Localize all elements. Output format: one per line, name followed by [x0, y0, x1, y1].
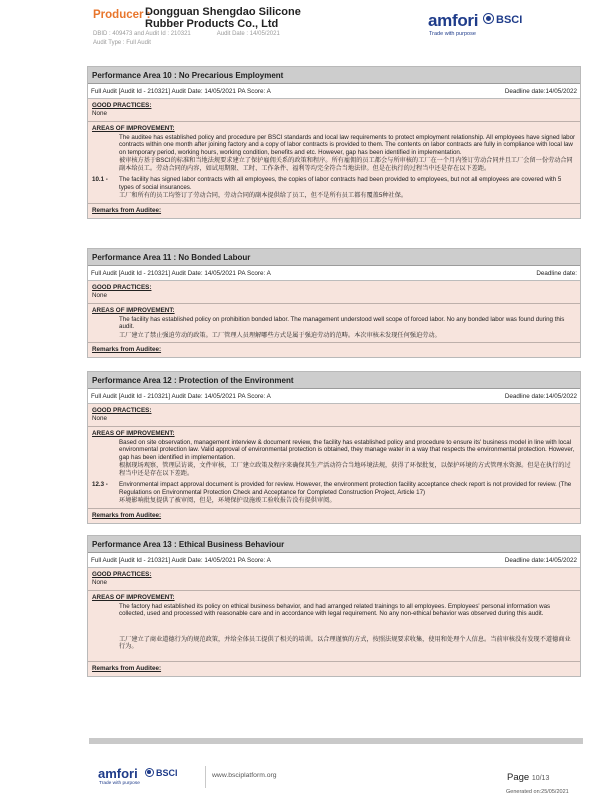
audit-line	[88, 266, 580, 281]
audit-info: Full Audit [Audit Id - 210321] Audit Date: 14/05/2021 PA Score: A	[91, 557, 271, 564]
good-practices-section	[88, 281, 580, 304]
audit-info: Full Audit [Audit Id - 210321] Audit Date: 14/05/2021 PA Score: A	[91, 270, 271, 277]
performance-area-12	[87, 371, 581, 524]
generated-date: Generated on:25/05/2021	[506, 789, 569, 795]
audit-date: Audit Date : 14/05/2021	[216, 31, 280, 37]
improvement-text-zh: 工厂建立了商业道德行为的规范政策，并给全体员工提供了相关的培训。以合理谨慎的方式，按照法规要求收集，使用和处理个人信息。当前审核没有发现不道德商业行为。	[119, 635, 571, 651]
page-label: Page	[507, 772, 530, 783]
logo-circle-icon	[483, 13, 494, 24]
improvement-section	[88, 122, 580, 204]
deadline-date: Deadline date:	[536, 270, 577, 277]
improvement-text-zh: 根据现场观察，管理层访谈，文件审核，工厂建立政策及程序来确保其生产活动符合当地环境法规，获得了环保批复，以保护环境的方式管理水资源。但是在执行的过程当中还是存在以下差距。	[119, 462, 571, 477]
remarks-from-auditee: Remarks from Auditee:	[88, 509, 580, 523]
performance-area-13	[87, 535, 581, 677]
producer-name-line2: Rubber Products Co., Ltd	[145, 18, 279, 30]
good-practices-section	[88, 568, 580, 591]
finding-number: 10.1 -	[92, 176, 108, 184]
footer-logo-circle-icon	[145, 768, 154, 777]
good-practices-heading: GOOD PRACTICES:	[92, 102, 152, 109]
finding-text-zh: 工厂和所有的员工均签订了劳动合同，劳动合同的副本提供给了员工，但不是所有员工都有覆盖5种社保。	[119, 192, 408, 200]
finding-number: 12.3 -	[92, 481, 108, 489]
remarks-from-auditee: Remarks from Auditee:	[88, 662, 580, 676]
audit-meta	[93, 31, 280, 39]
producer-name-line1: Dongguan Shengdao Silicone	[145, 6, 301, 18]
good-practices-text: None	[92, 578, 108, 586]
good-practices-section	[88, 404, 580, 427]
page-indicator	[507, 772, 549, 784]
performance-area-10	[87, 66, 581, 219]
good-practices-text: None	[92, 414, 108, 422]
footer-logo-brand: BSCI	[156, 768, 178, 778]
producer-label: Producer :	[93, 9, 151, 21]
footer-divider-bar	[89, 738, 583, 744]
improvement-text-en: The facility has established policy on prohibition bonded labor. The management understood well scope of forced labor. No any bonded labor was found during this audit.	[119, 315, 565, 331]
area-title: Performance Area 10 : No Precarious Employment	[88, 67, 580, 84]
dbid-info: DBID : 409473 and Audit Id : 210321	[93, 31, 191, 37]
finding-text-en: The facility has signed labor contracts with all employees, the copies of labor contracts had been provided to employees, but not all employees are covered with 5 types of social insurances.	[119, 176, 562, 191]
remarks-from-auditee: Remarks from Auditee:	[88, 343, 580, 357]
finding-row	[92, 176, 576, 200]
amfori-bsci-logo	[428, 10, 523, 40]
audit-info: Full Audit [Audit Id - 210321] Audit Date: 14/05/2021 PA Score: A	[91, 88, 271, 95]
page-header	[0, 0, 600, 60]
performance-area-11	[87, 248, 581, 358]
improvement-text-en: The auditee has established policy and procedure per BSCI standards and local law requirements to protect employment relationship. All employees have signed labor contracts within one month after joining factory and a copy of labor contracts is provided to them. The contents on labor contracts are fully in compliance with local law on temporary period, working hours, working condition, benefits and etc. However, gap has been identified in implementation.	[119, 133, 576, 156]
logo-wordmark: amfori	[428, 11, 479, 30]
improvement-text-en: The factory had established its policy on ethical business behavior, and had arranged related trainings to all employees. Employees' personal information was collected, used and processed with reasonable care and in accordance with legal requirement. No any non-ethical behavior was observed during this audit.	[119, 602, 551, 618]
audit-line	[88, 553, 580, 568]
improvement-text-zh: 被审核方基于BSCI的标准和当地法规要求建立了保护雇佣关系的政策和程序。所有雇佣的员工都会与所审核的工厂在一个月内签订劳动合同并且工厂会留一份劳动合同副本给员工。劳动合同的内容，如试用期限、工时、工作条件、福利等均完全符合当地法律。但是在执行的过程当中还是存在以下差距。	[119, 157, 573, 172]
audit-line	[88, 389, 580, 404]
improvement-section	[88, 427, 580, 509]
improvement-heading: AREAS OF IMPROVEMENT:	[92, 429, 175, 437]
footer-url-link[interactable]: www.bsciplatform.org	[212, 772, 277, 779]
footer-logo-wordmark: amfori	[98, 766, 138, 781]
footer-amfori-bsci-logo	[98, 766, 188, 791]
improvement-heading: AREAS OF IMPROVEMENT:	[92, 124, 175, 132]
area-title: Performance Area 13 : Ethical Business Behaviour	[88, 536, 580, 553]
area-title: Performance Area 12 : Protection of the Environment	[88, 372, 580, 389]
logo-tagline: Trade with purpose	[429, 31, 476, 37]
finding-text-zh: 环境影响批复提供了被审阅，但是，环境保护设施竣工验收报告没有提供审阅。	[119, 497, 336, 505]
improvement-text-zh: 工厂建立了禁止强迫劳动的政策。工厂管理人员理解哪些方式是属于强迫劳动的范畴。本次审核未发现任何强迫劳动。	[119, 331, 441, 339]
deadline-date: Deadline date:14/05/2022	[504, 88, 577, 95]
good-practices-text: None	[92, 109, 108, 117]
good-practices-heading: GOOD PRACTICES:	[92, 571, 152, 578]
improvement-section	[88, 591, 580, 662]
deadline-date: Deadline date:14/05/2022	[504, 393, 577, 400]
improvement-heading: AREAS OF IMPROVEMENT:	[92, 306, 175, 314]
good-practices-text: None	[92, 291, 108, 299]
footer-logo-tagline: Trade with purpose	[99, 781, 140, 786]
good-practices-section	[88, 99, 580, 122]
deadline-date: Deadline date:14/05/2022	[504, 557, 577, 564]
finding-row	[92, 481, 576, 505]
producer-name	[145, 6, 301, 30]
good-practices-heading: GOOD PRACTICES:	[92, 407, 152, 414]
remarks-from-auditee: Remarks from Auditee:	[88, 204, 580, 218]
page-number: 10/13	[531, 775, 550, 782]
improvement-text-en: Based on site observation, management interview & document review, the facility has established policy and procedure to ensure its' business model in line with local environmental protection law. Valid approval of environmental protection is obtained, they manage water in a way that respects the environmental protection. However, gap has been identified in implementation.	[119, 438, 575, 461]
improvement-heading: AREAS OF IMPROVEMENT:	[92, 593, 175, 601]
good-practices-heading: GOOD PRACTICES:	[92, 284, 152, 291]
logo-brand: BSCI	[496, 14, 523, 26]
footer-separator	[205, 766, 206, 788]
improvement-section	[88, 304, 580, 343]
audit-info: Full Audit [Audit Id - 210321] Audit Date: 14/05/2021 PA Score: A	[91, 393, 271, 400]
finding-text-en: Environmental impact approval document is provided for review. However, the environment protection facility acceptance check report is not provided for review. (The Regulations on Environmental Protection Check and Acceptance for Completed Construction Project, Article 17)	[119, 481, 572, 496]
audit-type: Audit Type : Full Audit	[93, 40, 151, 46]
area-title: Performance Area 11 : No Bonded Labour	[88, 249, 580, 266]
audit-line	[88, 84, 580, 99]
